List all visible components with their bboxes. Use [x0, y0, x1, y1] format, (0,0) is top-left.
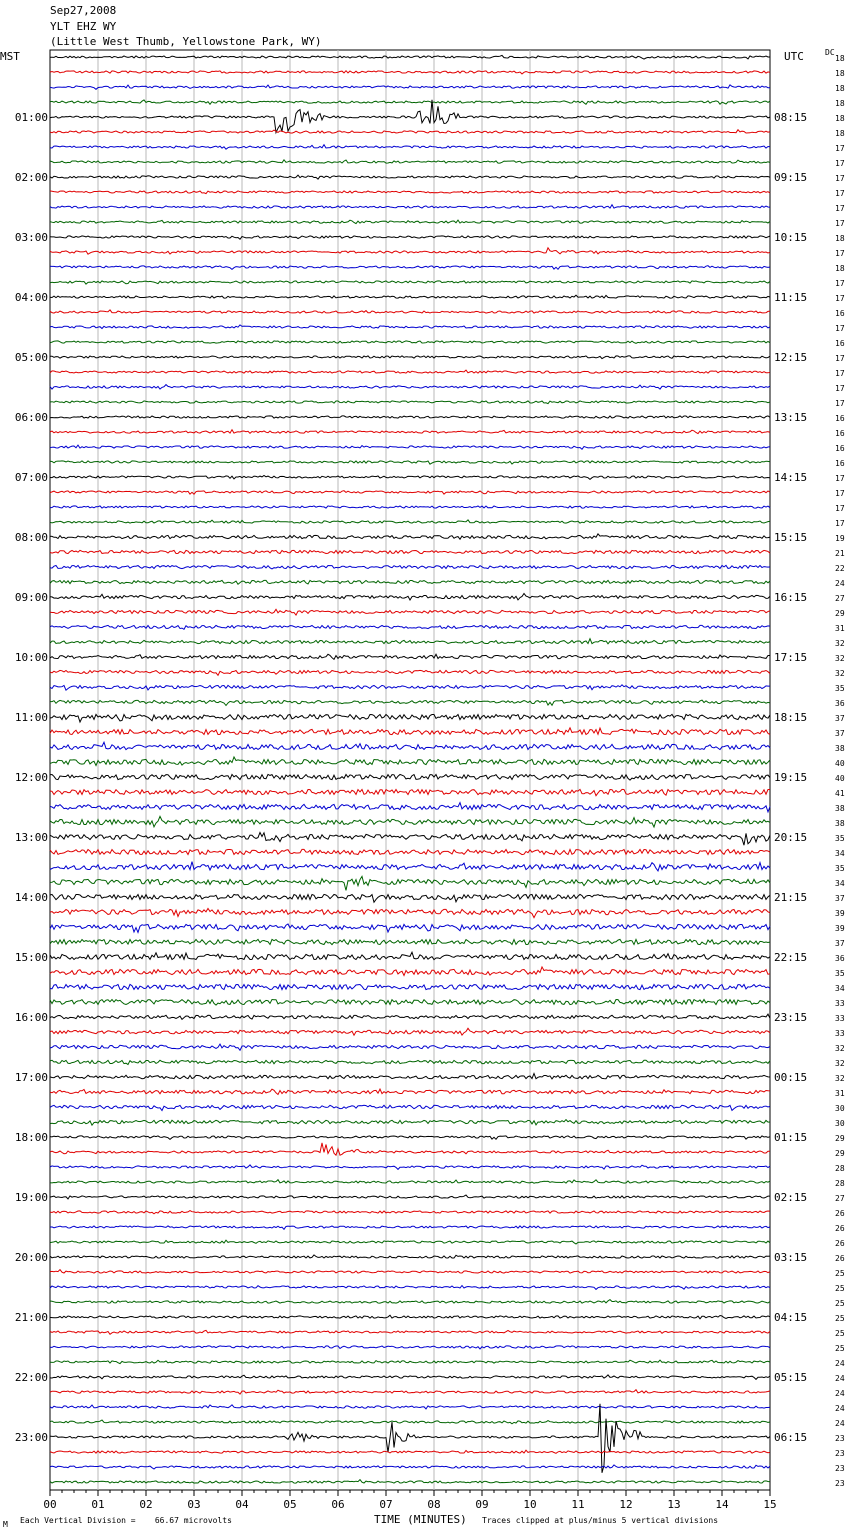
seismic-trace [50, 967, 770, 976]
dc-value: 23 [835, 1464, 845, 1473]
x-tick-label: 15 [763, 1498, 777, 1511]
seismic-trace [50, 984, 770, 989]
dc-value: 17 [835, 144, 845, 153]
dc-value: 34 [835, 879, 845, 888]
seismic-trace [50, 1028, 770, 1035]
dc-value: 17 [835, 159, 845, 168]
seismic-trace [50, 849, 770, 854]
dc-value: 24 [835, 579, 845, 588]
seismic-trace [50, 130, 770, 133]
seismic-trace [50, 341, 770, 343]
seismic-trace [50, 876, 770, 890]
dc-value: 28 [835, 1179, 845, 1188]
x-tick-label: 02 [139, 1498, 153, 1511]
seismic-trace [50, 1465, 770, 1469]
seismic-trace [50, 939, 770, 944]
dc-value: 38 [835, 744, 845, 753]
dc-value: 17 [835, 279, 845, 288]
x-axis-title: TIME (MINUTES) [374, 1513, 467, 1526]
mst-hour-label: 05:00 [14, 351, 48, 364]
utc-hour-label: 08:15 [774, 111, 808, 124]
x-tick-label: 09 [475, 1498, 489, 1511]
dc-value: 24 [835, 1359, 845, 1368]
mst-hour-label: 10:00 [14, 651, 48, 664]
dc-value: 25 [835, 1284, 845, 1293]
mst-hour-label: 19:00 [14, 1191, 48, 1204]
dc-value: 26 [835, 1224, 845, 1233]
dc-value: 28 [835, 1164, 845, 1173]
seismic-trace [50, 191, 770, 194]
dc-value: 25 [835, 1269, 845, 1278]
header-station: YLT EHZ WY [50, 20, 117, 33]
seismic-trace [50, 1074, 770, 1079]
mst-hour-label: 23:00 [14, 1431, 48, 1444]
seismic-trace [50, 248, 770, 254]
utc-hour-label: 14:15 [774, 471, 808, 484]
seismic-trace [50, 220, 770, 224]
mst-hour-label: 21:00 [14, 1311, 48, 1324]
x-tick-label: 10 [523, 1498, 537, 1511]
dc-value: 16 [835, 414, 845, 423]
mst-hour-label: 02:00 [14, 171, 48, 184]
dc-value: 17 [835, 174, 845, 183]
mst-hour-label: 17:00 [14, 1071, 48, 1084]
dc-value: 24 [835, 1374, 845, 1383]
dc-value: 39 [835, 909, 845, 918]
left-timezone-label: MST [0, 50, 20, 63]
seismic-trace [50, 325, 770, 329]
seismic-trace [50, 862, 770, 871]
x-tick-label: 00 [43, 1498, 57, 1511]
seismic-trace [50, 1390, 770, 1394]
seismic-trace [50, 1346, 770, 1349]
seismic-trace [50, 100, 770, 104]
seismic-trace [50, 625, 770, 629]
seismic-trace [50, 430, 770, 434]
mst-hour-label: 14:00 [14, 891, 48, 904]
seismic-trace [50, 506, 770, 508]
seismic-trace [50, 205, 770, 209]
mst-hour-label: 15:00 [14, 951, 48, 964]
utc-hour-label: 11:15 [774, 291, 808, 304]
dc-value: 38 [835, 804, 845, 813]
seismic-trace [50, 1105, 770, 1110]
mst-hour-label: 13:00 [14, 831, 48, 844]
seismic-trace [50, 1143, 770, 1155]
seismic-trace [50, 952, 770, 959]
seismic-trace [50, 236, 770, 239]
seismic-trace [50, 816, 770, 827]
seismic-trace [50, 281, 770, 284]
utc-hour-label: 13:15 [774, 411, 808, 424]
dc-value: 17 [835, 519, 845, 528]
dc-value: 23 [835, 1479, 845, 1488]
utc-hour-label: 02:15 [774, 1191, 808, 1204]
seismic-trace [50, 356, 770, 359]
dc-value: 16 [835, 339, 845, 348]
clipping-note: Traces clipped at plus/minus 5 vertical divisions [482, 1516, 719, 1525]
dc-value: 27 [835, 1194, 845, 1203]
utc-hour-label: 00:15 [774, 1071, 808, 1084]
dc-value: 29 [835, 1134, 845, 1143]
dc-value: 26 [835, 1209, 845, 1218]
dc-value: 17 [835, 204, 845, 213]
seismic-trace [50, 1255, 770, 1258]
seismic-trace [50, 1120, 770, 1126]
dc-value: 25 [835, 1299, 845, 1308]
seismic-trace [50, 924, 770, 932]
seismic-trace [50, 789, 770, 795]
dc-value: 24 [835, 1419, 845, 1428]
dc-value: 25 [835, 1344, 845, 1353]
utc-hour-label: 22:15 [774, 951, 808, 964]
seismic-trace [50, 491, 770, 495]
utc-hour-label: 05:15 [774, 1371, 808, 1384]
dc-value: 17 [835, 324, 845, 333]
utc-hour-label: 18:15 [774, 711, 808, 724]
dc-value: 35 [835, 684, 845, 693]
dc-value: 17 [835, 369, 845, 378]
dc-column-label: DC [825, 48, 835, 57]
dc-value: 16 [835, 309, 845, 318]
seismic-trace [50, 445, 770, 449]
seismic-trace [50, 1089, 770, 1094]
seismic-trace [50, 685, 770, 690]
utc-hour-label: 21:15 [774, 891, 808, 904]
seismic-trace [50, 550, 770, 553]
x-tick-label: 05 [283, 1498, 297, 1511]
dc-value: 38 [835, 819, 845, 828]
seismic-trace [50, 1180, 770, 1184]
dc-value: 25 [835, 1329, 845, 1338]
dc-value: 29 [835, 1149, 845, 1158]
mst-hour-label: 07:00 [14, 471, 48, 484]
seismic-trace [50, 1044, 770, 1050]
dc-value: 35 [835, 864, 845, 873]
dc-value: 17 [835, 189, 845, 198]
seismic-trace [50, 310, 770, 313]
seismic-trace [50, 385, 770, 390]
seismic-trace [50, 1480, 770, 1484]
x-tick-label: 03 [187, 1498, 201, 1511]
mst-hour-label: 06:00 [14, 411, 48, 424]
header-date: Sep27,2008 [50, 4, 117, 17]
seismic-trace [50, 670, 770, 675]
mst-hour-label: 01:00 [14, 111, 48, 124]
seismic-trace [50, 700, 770, 705]
dc-value: 36 [835, 954, 845, 963]
dc-value: 18 [835, 234, 845, 243]
utc-hour-label: 09:15 [774, 171, 808, 184]
dc-value: 33 [835, 999, 845, 1008]
utc-hour-label: 23:15 [774, 1011, 808, 1024]
dc-value: 35 [835, 969, 845, 978]
corner-mark: M [3, 1520, 8, 1529]
dc-value: 18 [835, 54, 845, 63]
dc-value: 23 [835, 1449, 845, 1458]
dc-value: 34 [835, 984, 845, 993]
seismic-trace [50, 654, 770, 659]
dc-value: 17 [835, 384, 845, 393]
seismic-trace [50, 1226, 770, 1229]
seismic-trace [50, 175, 770, 179]
x-tick-label: 04 [235, 1498, 249, 1511]
utc-hour-label: 03:15 [774, 1251, 808, 1264]
seismic-trace [50, 1014, 770, 1019]
mst-hour-label: 22:00 [14, 1371, 48, 1384]
seismic-trace [50, 160, 770, 163]
seismic-trace [50, 1270, 770, 1274]
seismic-trace [50, 833, 770, 846]
mst-hour-label: 12:00 [14, 771, 48, 784]
dc-value: 17 [835, 219, 845, 228]
seismic-trace [50, 1375, 770, 1380]
seismic-trace [50, 55, 770, 59]
plot-frame [50, 50, 770, 1490]
seismic-trace [50, 416, 770, 418]
seismic-trace [50, 609, 770, 615]
dc-value: 18 [835, 84, 845, 93]
dc-value: 37 [835, 729, 845, 738]
seismic-trace [50, 1315, 770, 1319]
dc-value: 17 [835, 489, 845, 498]
mst-hour-label: 09:00 [14, 591, 48, 604]
seismic-trace [50, 580, 770, 584]
dc-value: 18 [835, 114, 845, 123]
mst-hour-label: 03:00 [14, 231, 48, 244]
seismic-trace [50, 85, 770, 89]
mst-hour-label: 16:00 [14, 1011, 48, 1024]
seismic-trace [50, 295, 770, 298]
mst-hour-label: 08:00 [14, 531, 48, 544]
right-timezone-label: UTC [784, 50, 804, 63]
dc-value: 25 [835, 1314, 845, 1323]
dc-value: 26 [835, 1239, 845, 1248]
dc-value: 36 [835, 699, 845, 708]
seismic-trace [50, 100, 770, 133]
dc-value: 40 [835, 759, 845, 768]
dc-value: 24 [835, 1389, 845, 1398]
dc-value: 22 [835, 564, 845, 573]
dc-value: 33 [835, 1014, 845, 1023]
seismic-trace [50, 520, 770, 523]
dc-value: 16 [835, 429, 845, 438]
x-tick-label: 13 [667, 1498, 681, 1511]
seismic-trace [50, 1136, 770, 1140]
dc-value: 37 [835, 714, 845, 723]
x-tick-label: 11 [571, 1498, 585, 1511]
seismic-trace [50, 534, 770, 539]
dc-value: 30 [835, 1119, 845, 1128]
seismic-trace [50, 774, 770, 780]
seismic-trace [50, 594, 770, 601]
dc-value: 40 [835, 774, 845, 783]
dc-value: 26 [835, 1254, 845, 1263]
seismic-trace [50, 714, 770, 722]
dc-value: 27 [835, 594, 845, 603]
x-tick-label: 08 [427, 1498, 441, 1511]
utc-hour-label: 06:15 [774, 1431, 808, 1444]
seismic-trace [50, 1165, 770, 1170]
seismic-trace [50, 1211, 770, 1214]
seismic-trace [50, 476, 770, 480]
seismic-trace [50, 145, 770, 150]
dc-value: 39 [835, 924, 845, 933]
dc-value: 16 [835, 444, 845, 453]
utc-hour-label: 12:15 [774, 351, 808, 364]
seismic-trace [50, 803, 770, 812]
seismic-trace [50, 71, 770, 74]
seismic-trace [50, 1240, 770, 1244]
seismic-trace [50, 728, 770, 735]
seismic-trace [50, 1195, 770, 1199]
utc-hour-label: 04:15 [774, 1311, 808, 1324]
utc-hour-label: 19:15 [774, 771, 808, 784]
seismic-trace [50, 565, 770, 569]
seismic-trace [50, 1286, 770, 1290]
utc-hour-label: 01:15 [774, 1131, 808, 1144]
seismic-trace [50, 1360, 770, 1364]
utc-hour-label: 15:15 [774, 531, 808, 544]
seismic-trace [50, 1330, 770, 1334]
x-tick-label: 01 [91, 1498, 105, 1511]
seismic-trace [50, 401, 770, 404]
dc-value: 31 [835, 1089, 845, 1098]
dc-value: 19 [835, 534, 845, 543]
dc-value: 17 [835, 399, 845, 408]
seismic-trace [50, 1000, 770, 1006]
dc-value: 18 [835, 129, 845, 138]
seismic-trace [50, 757, 770, 766]
dc-value: 32 [835, 639, 845, 648]
seismic-trace [50, 639, 770, 644]
dc-value: 33 [835, 1029, 845, 1038]
mst-hour-label: 18:00 [14, 1131, 48, 1144]
seismic-trace [50, 1300, 770, 1304]
mst-hour-label: 11:00 [14, 711, 48, 724]
dc-value: 18 [835, 264, 845, 273]
mst-hour-label: 20:00 [14, 1251, 48, 1264]
dc-value: 32 [835, 654, 845, 663]
x-tick-label: 14 [715, 1498, 729, 1511]
dc-value: 37 [835, 894, 845, 903]
dc-value: 16 [835, 459, 845, 468]
dc-value: 17 [835, 249, 845, 258]
dc-value: 18 [835, 69, 845, 78]
dc-value: 17 [835, 504, 845, 513]
seismic-trace [50, 894, 770, 902]
dc-value: 24 [835, 1404, 845, 1413]
x-tick-label: 12 [619, 1498, 633, 1511]
header-location: (Little West Thumb, Yellowstone Park, WY) [50, 35, 322, 48]
utc-hour-label: 17:15 [774, 651, 808, 664]
seismic-trace [50, 1404, 770, 1473]
scale-note: Each Vertical Division = 66.67 microvolts [20, 1516, 232, 1525]
dc-value: 41 [835, 789, 845, 798]
dc-value: 37 [835, 939, 845, 948]
seismic-trace [50, 742, 770, 749]
seismic-trace [50, 370, 770, 373]
dc-value: 23 [835, 1434, 845, 1443]
dc-value: 18 [835, 99, 845, 108]
dc-value: 30 [835, 1104, 845, 1113]
seismic-trace [50, 1405, 770, 1409]
seismic-trace [50, 461, 770, 464]
dc-value: 32 [835, 1059, 845, 1068]
dc-value: 17 [835, 354, 845, 363]
seismic-trace [50, 266, 770, 270]
utc-hour-label: 20:15 [774, 831, 808, 844]
dc-value: 31 [835, 624, 845, 633]
utc-hour-label: 10:15 [774, 231, 808, 244]
dc-value: 34 [835, 849, 845, 858]
x-tick-label: 07 [379, 1498, 393, 1511]
mst-hour-label: 04:00 [14, 291, 48, 304]
dc-value: 17 [835, 294, 845, 303]
seismic-trace [50, 1060, 770, 1064]
dc-value: 32 [835, 1074, 845, 1083]
utc-hour-label: 16:15 [774, 591, 808, 604]
x-tick-label: 06 [331, 1498, 345, 1511]
dc-value: 21 [835, 549, 845, 558]
seismic-trace [50, 1420, 770, 1424]
seismic-trace [50, 908, 770, 917]
dc-value: 32 [835, 669, 845, 678]
dc-value: 29 [835, 609, 845, 618]
seismic-trace [50, 1450, 770, 1453]
dc-value: 35 [835, 834, 845, 843]
dc-value: 32 [835, 1044, 845, 1053]
dc-value: 17 [835, 474, 845, 483]
